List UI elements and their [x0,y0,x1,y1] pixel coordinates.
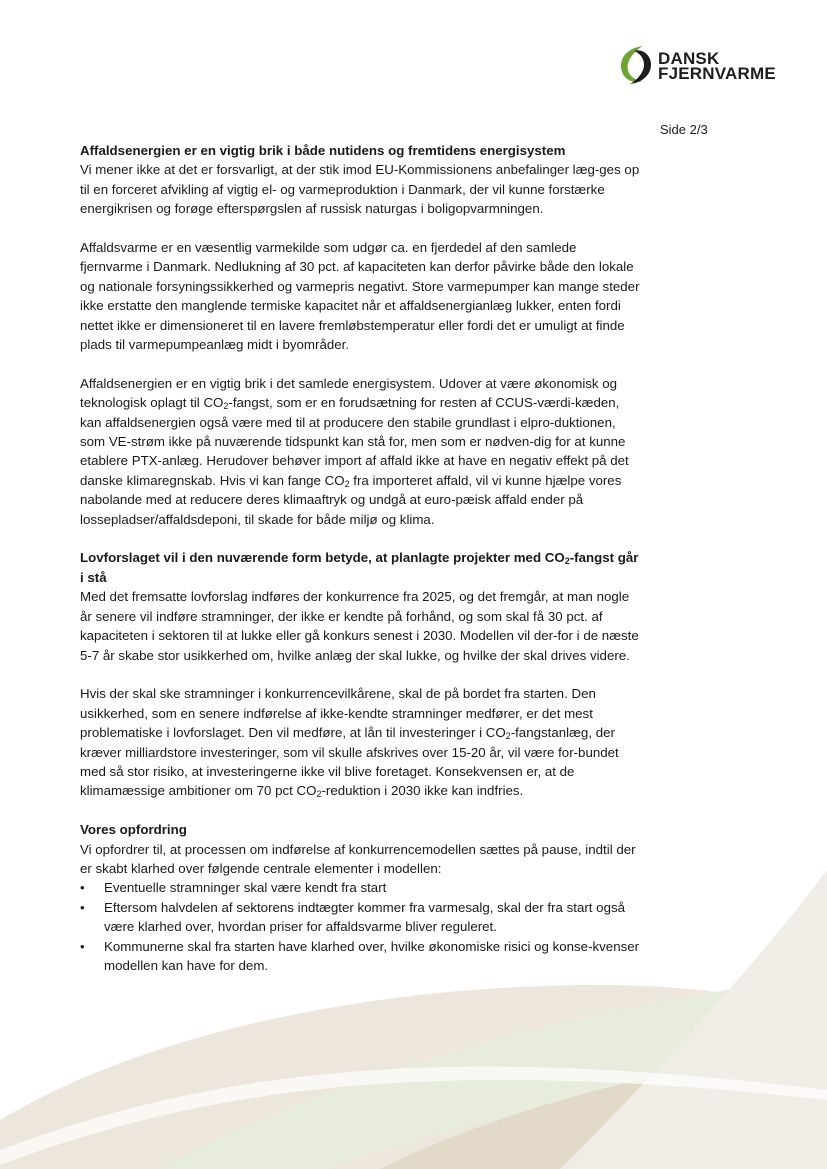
paragraph: Med det fremsatte lovforslag indføres der konkurrence fra 2025, og det fremgår, at man nogle år senere vil indføre stramninger, der ikke er kendte på forhånd, og som skal få 30 pct. af kapaciteten i sektoren til at lukke eller gå konkurs senest i 2030. Modellen vil der-for i de næste 5-7 år skabe stor usikkerhed om, hvilke anlæg der skal lukke, og hvilke der skal drives videre. [80,589,639,663]
bullet-icon: • [80,899,85,915]
paragraph: Hvis der skal ske stramninger i konkurrencevilkårene, skal de på bordet fra starten. Den usikkerhed, som en senere indførelse af ikke-kendte stramninger medfører, er det mest problematiske i lovforslaget. Den vil medføre, at lån til investeringer i $CO_2$-fangstanlæg, der kræver milliardstore investeringer, som vil skulle afskrives over 15-20 år, vil være for-bundet med så stor risiko, at investeringerne ikke vil blive foretaget. Konsekvensen er, at de klimamæssige ambitioner om 70 pct $CO_2$-reduktion i 2030 ikke kan indfries. [80,686,619,800]
list-item: • Eftersom halvdelen af sektorens indtægter kommer fra varmesalg, skal der fra start også være klarhed over, hvordan priser for affaldsvarme bliver reguleret. [80,899,626,935]
list-item: • Kommunerne skal fra starten have klarhed over, hvilke økonomiske risici og konse-kvenser modellen kan have for dem. [80,938,640,973]
bullet-icon: • [80,880,85,896]
paragraph: Vi opfordrer til, at processen om indførelse af konkurrencemodellen sættes på pause, indtil der er skabt klarhed over følgende centrale elementer i modellen: [80,841,636,876]
section-heading: Vores opfordring [80,822,187,838]
section-heading: Affaldsenergien er en vigtig brik i både nutidens og fremtidens energisystem [80,143,566,158]
paragraph: Affaldsvarme er en væsentlig varmekilde som udgør ca. en fjerdedel af den samlede fjernvarme i Danmark. Nedlukning af 30 pct. af kapaciteten kan derfor påvirke både den lokale og nationale forsyningssikkerhed og varmepris negativt. Store varmepumper kan mange steder ikke erstatte den manglende termiske kapacitet når et affaldsenergianlæg lukker, enten fordi nettet ikke er dimensioneret til en lavere fremløbstemperatur eller fordi det er umuligt at finde plads til varmepumpeanlæg midt i byområder. [80,240,640,353]
logo-mark-icon [616,42,656,88]
bullet-icon: • [80,938,85,954]
dansk-fjernvarme-logo [616,42,791,88]
paragraph: Vi mener ikke at det er forsvarligt, at der stik imod EU-Kommissionens anbefalinger læg-ges op til en forceret afvikling af vigtig el- og varmeproduktion i Danmark, der vil kunne forstærke energikrisen og forøge efterspørgslen af russisk naturgas i boligopvarmningen. [80,162,640,217]
document-body [80,141,640,975]
section-heading: Lovforslaget vil i den nuværende form betyde, at planlagte projekter med $CO_2$-fangst går i stå [80,550,639,585]
recommendation-list [80,878,640,975]
logo-line-1: DANSK [658,49,720,68]
page-number: Side 2/3 [660,122,708,137]
list-item: • Eventuelle stramninger skal være kendt fra start [80,878,640,897]
paragraph: Affaldsenergien er en vigtig brik i det samlede energisystem. Udover at være økonomisk og teknologisk oplagt til $CO_2$-fangst, som er en forudsætning for resten af CCUS-værdi-kæden, kan affaldsenergien også være med til at producere den stabile grundlast i elpro-duktionen, som VE-strøm ikke på nuværende tidspunkt kan stå for, men som er nødven-dig for at kunne etablere PTX-anlæg. Herudover behøver import af affald ikke at have en negativ effekt på det danske klimaregnskab. Hvis vi kan fange $CO_2$ fra importeret affald, vil vi kunne hjælpe vores nabolande med at reducere deres klimaaftryk og undgå at euro-pæisk affald ender på lossepladser/affaldsdeponi, til skade for både miljø og klima. [80,375,629,527]
logo-line-2: FJERNVARME [658,64,776,83]
